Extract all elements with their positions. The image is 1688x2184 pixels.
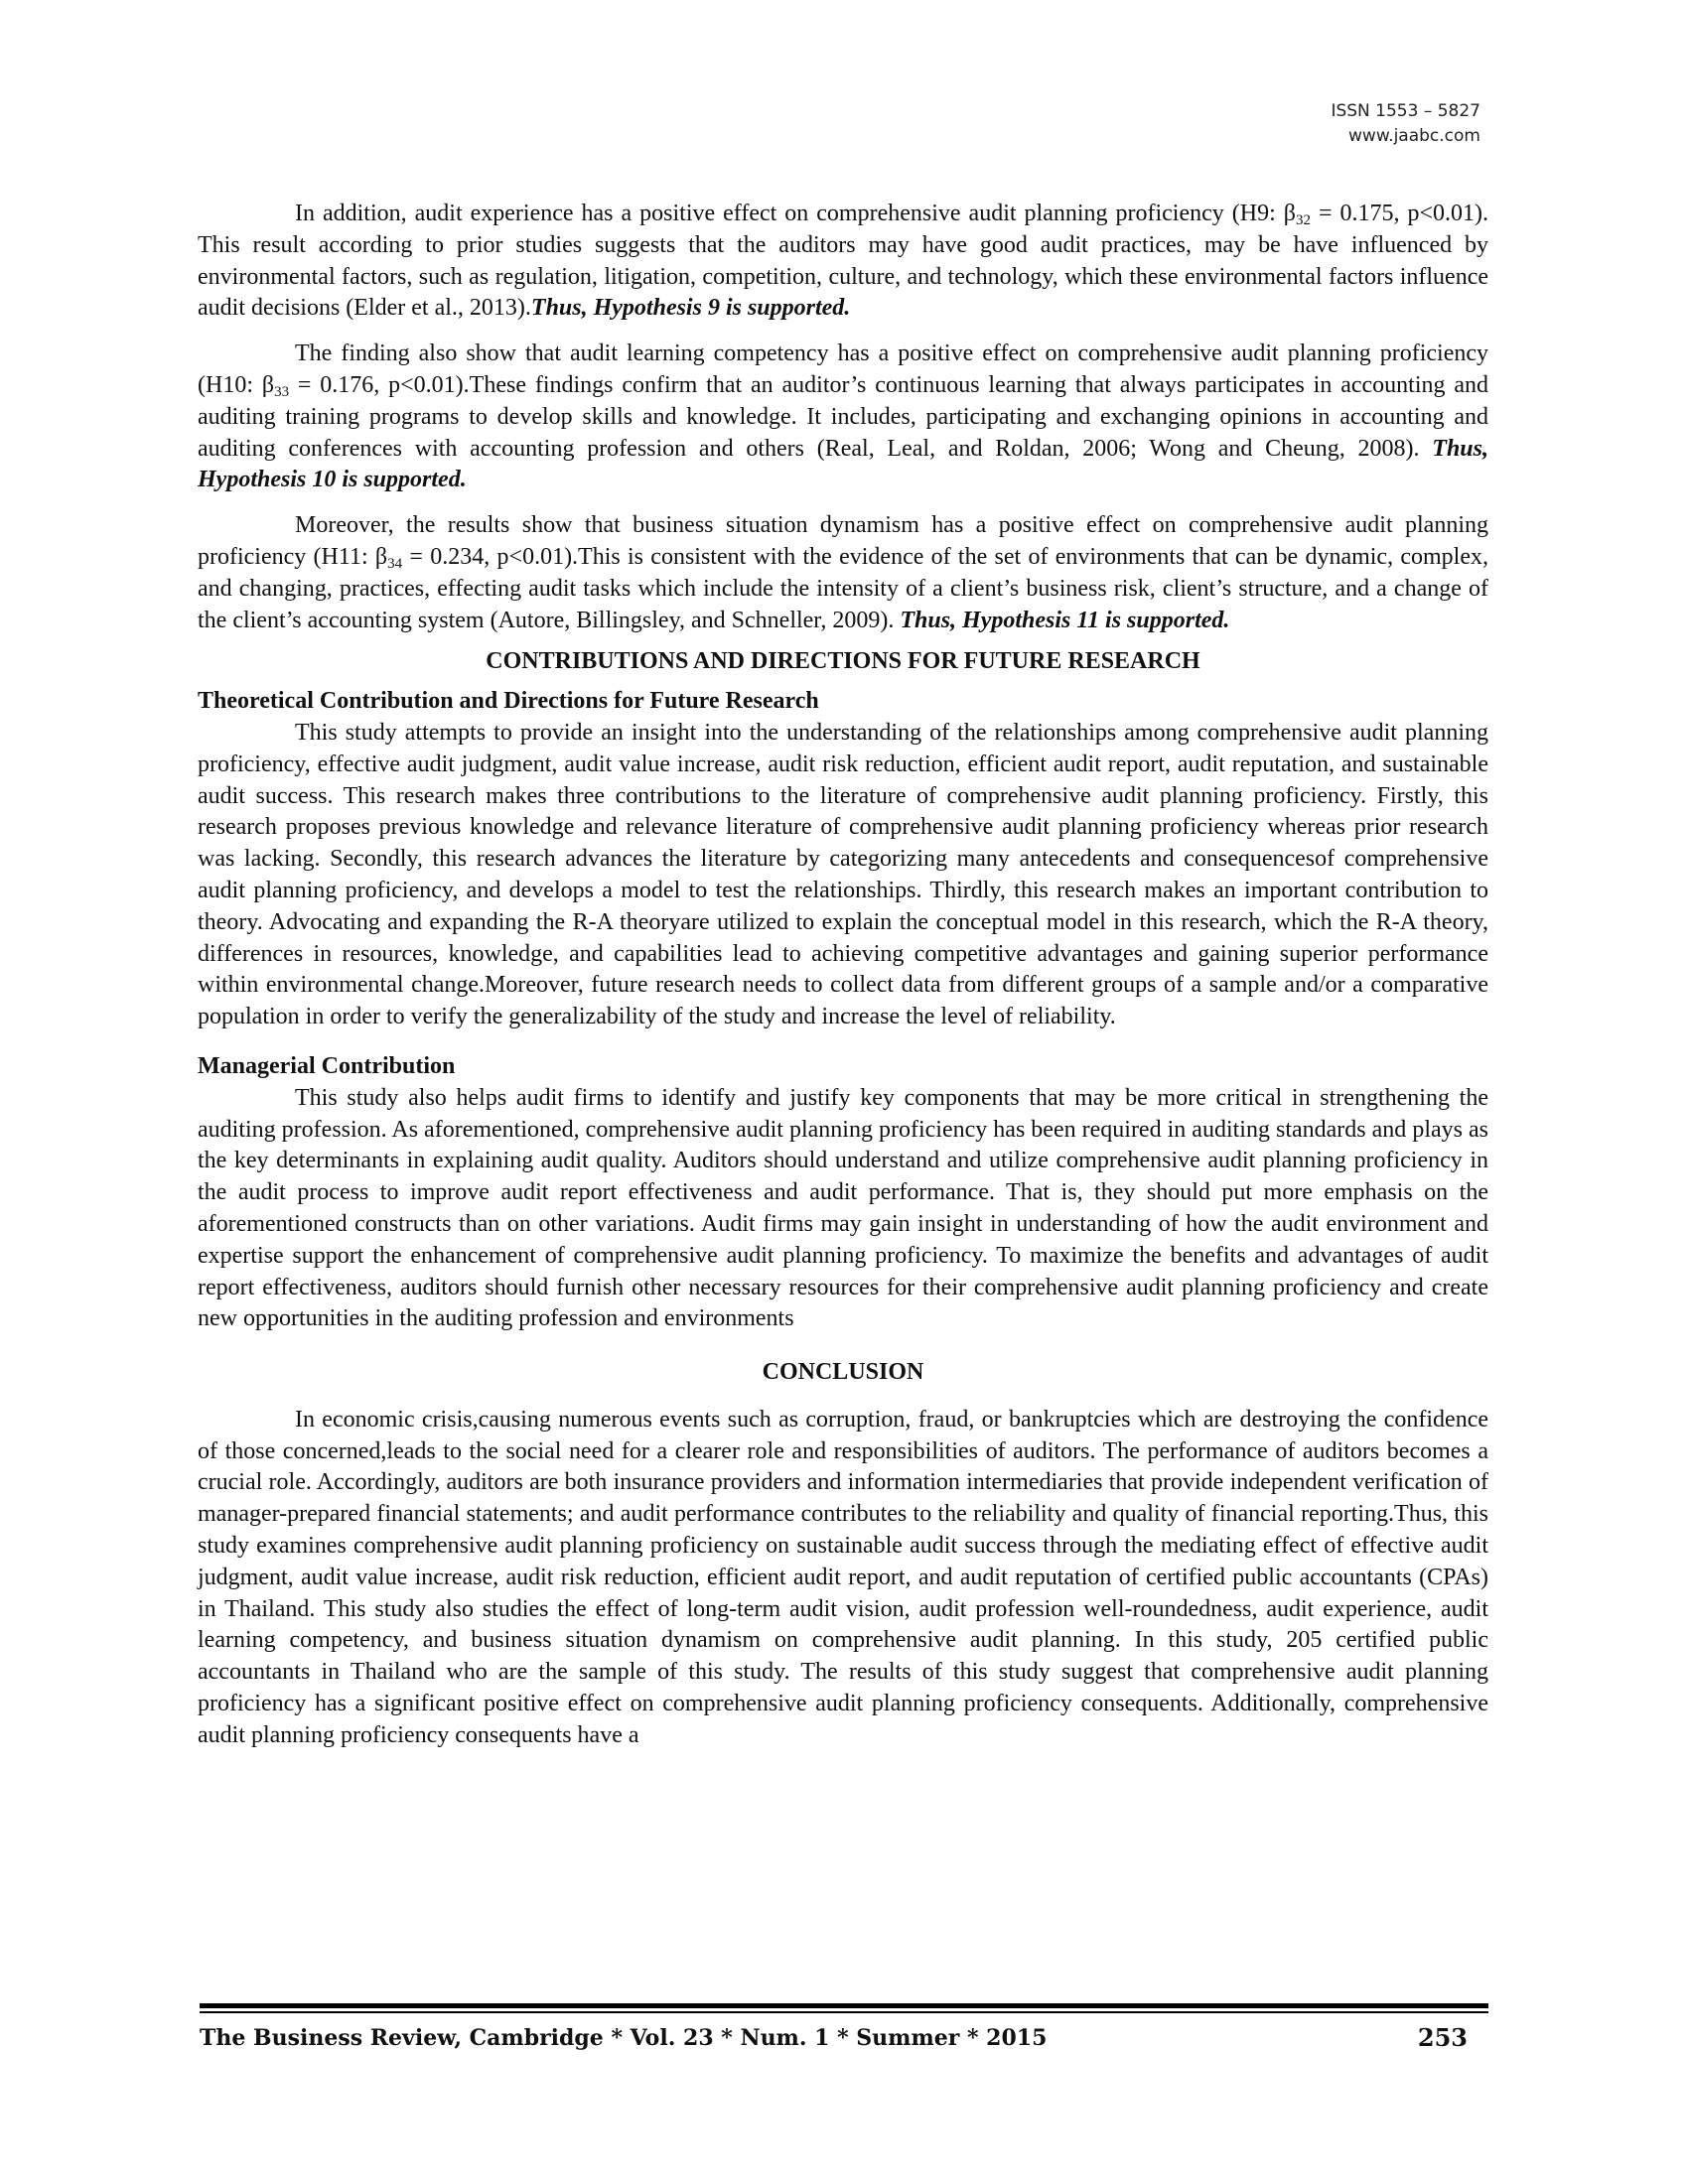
paragraph-h11 (198, 510, 1488, 636)
footer-divider-thin (200, 2011, 1488, 2013)
hypothesis-result: Thus, Hypothesis 10 is supported. (198, 435, 1488, 493)
page-body (198, 199, 1488, 1752)
hypothesis-result: Thus, Hypothesis 9 is supported. (530, 295, 851, 322)
beta-subscript: 34 (387, 555, 403, 572)
paragraph-theoretical: This study attempts to provide an insight into the understanding of the relationships among comprehensive audit planning proficiency, effective audit judgment, audit value increase, audit risk reduction, efficient audit report, audit reputation, and sustainable audit success. This research makes three contributions to the literature of comprehensive audit planning proficiency. Firstly, this research proposes previous knowledge and relevance literature of comprehensive audit planning proficiency whereas prior research was lacking. Secondly, this research advances the literature by categorizing many antecedents and consequencesof comprehensive audit planning proficiency, and develops a model to test the relationships. Thirdly, this research makes an important contribution to theory. Advocating and expanding the R-A theoryare utilized to explain the conceptual model in this research, which the R-A theory, differences in resources, knowledge, and capabilities lead to achieving competitive advantages and gaining superior performance within environmental change.Moreover, future research needs to collect data from different groups of a sample and/or a comparative population in order to verify the generalizability of the study and increase the level of reliability. (198, 719, 1488, 1030)
paragraph-conclusion: In economic crisis,causing numerous events such as corruption, fraud, or bankruptcies which are destroying the confidence of those concerned,leads to the social need for a clearer role and responsibilities of auditors. The performance of auditors becomes a crucial role. Accordingly, auditors are both insurance providers and information intermediaries that provide independent verification of manager-prepared financial statements; and audit performance contributes to the reliability and quality of financial reporting.Thus, this study examines comprehensive audit planning proficiency on sustainable audit success through the mediating effect of effective audit judgment, audit value increase, audit risk reduction, efficient audit report, and audit reputation of certified public accountants (CPAs) in Thailand. This study also studies the effect of long-term audit vision, audit profession well-roundedness, audit experience, audit learning competency, and business situation dynamism on comprehensive audit planning. In this study, 205 certified public accountants in Thailand who are the sample of this study. The results of this study suggest that comprehensive audit planning proficiency has a significant positive effect on comprehensive audit planning proficiency consequents. Additionally, comprehensive audit planning proficiency consequents have a (198, 1406, 1488, 1748)
paragraph-text: The finding also show that audit learning competency has a positive effect on comprehensive audit planning proficiency (H10: β (198, 341, 1488, 398)
section-heading-conclusion: CONCLUSION (762, 1359, 924, 1386)
journal-website: www.jaabc.com (1348, 126, 1480, 146)
page-number: 253 (1417, 2023, 1468, 2052)
section-heading-contributions: CONTRIBUTIONS AND DIRECTIONS FOR FUTURE RESEARCH (486, 648, 1200, 675)
paragraph-h9 (198, 199, 1488, 325)
journal-header (1331, 99, 1480, 149)
issn-number: ISSN 1553 – 5827 (1331, 101, 1480, 121)
footer-divider-thick (200, 2003, 1488, 2008)
paragraph-text: = 0.176, p<0.01).These findings confirm that an auditor’s continuous learning that always participates in accounting and auditing training programs to develop skills and knowledge. It includes, participating and exchanging opinions in accounting and auditing conferences with accounting profession and others (Real, Leal, and Roldan, 2006; Wong and Cheung, 2008). (198, 371, 1488, 462)
journal-citation: The Business Review, Cambridge * Vol. 23 * Num. 1 * Summer * 2015 (200, 2025, 1048, 2051)
beta-subscript: 32 (1295, 212, 1311, 228)
paragraph-text: In addition, audit experience has a positive effect on comprehensive audit planning proficiency (H9: β (295, 201, 1296, 226)
paragraph-text: = 0.175, p<0.01). This result according to prior studies suggests that the auditors may have good audit practices, may be have influenced by environmental factors, such as regulation, litigation, competition, culture, and technology, which these environmental factors influence audit decisions (Elder et al., 2013). (198, 201, 1489, 322)
paragraph-text: Moreover, the results show that business situation dynamism has a positive effect on comprehensive audit planning proficiency (H11: β (198, 512, 1488, 570)
beta-subscript: 33 (274, 383, 290, 400)
paragraph-h10 (198, 339, 1488, 496)
subheading-theoretical: Theoretical Contribution and Directions for Future Research (198, 688, 819, 715)
paragraph-text: = 0.234, p<0.01).This is consistent with the evidence of the set of environments that can be dynamic, complex, and changing, practices, effecting audit tasks which include the intensity of a client’s business risk, client’s structure, and a change of the client’s accounting system (Autore, Billingsley, and Schneller, 2009). (198, 543, 1489, 633)
hypothesis-result: Thus, Hypothesis 11 is supported. (900, 607, 1230, 633)
paragraph-managerial: This study also helps audit firms to identify and justify key components that may be more critical in strengthening the auditing profession. As aforementioned, comprehensive audit planning proficiency has been required in auditing standards and plays as the key determinants in explaining audit quality. Auditors should understand and utilize comprehensive audit planning proficiency in the audit process to improve audit report effectiveness and audit performance. That is, they should put more emphasis on the aforementioned constructs than on other variations. Audit firms may gain insight in understanding of how the audit environment and expertise support the enhancement of comprehensive audit planning proficiency. To maximize the benefits and advantages of audit report effectiveness, auditors should furnish other necessary resources for their comprehensive audit planning proficiency and create new opportunities in the auditing profession and environments (198, 1084, 1488, 1332)
subheading-managerial: Managerial Contribution (198, 1052, 456, 1079)
